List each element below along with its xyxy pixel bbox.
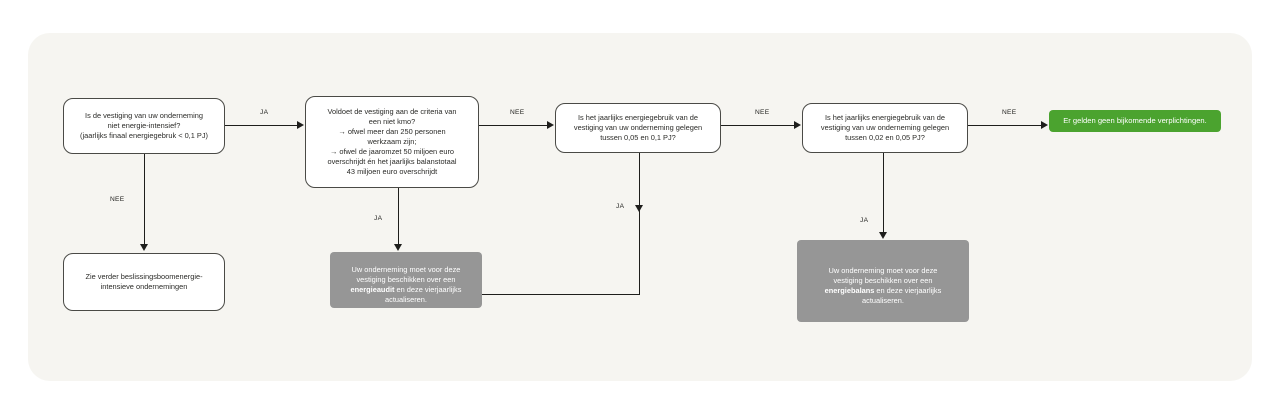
connector-q1-to-q2 (225, 125, 297, 126)
result-node-no-obligations-label: Er gelden geen bijkomende verplichtingen. (1063, 115, 1207, 125)
connector-q1-to-result1 (144, 154, 145, 244)
arrow-q2-to-q3 (547, 121, 554, 129)
arrow-q3-to-q4 (794, 121, 801, 129)
connector-q2-to-q3 (479, 125, 547, 126)
connector-q3-to-q4 (721, 125, 794, 126)
energieaudit-text-2: en deze vierjaarlijks actualiseren. (385, 285, 462, 304)
decision-node-q2-label: Voldoet de vestiging aan de criteria van een niet kmo? → ofwel meer dan 250 personen werkzaam zijn; → ofwel de jaaromzet 50 miljoen euro overschrijdt én het jaarlijks balanstotaal 43 miljoen euro overschrijdt (327, 107, 457, 176)
energiebalans-text-1: Uw onderneming moet voor deze vestiging beschikken over een (828, 266, 938, 285)
energieaudit-text-1: Uw onderneming moet voor deze vestiging beschikken over een (351, 265, 461, 285)
connector-q2-to-energieaudit (398, 188, 399, 244)
arrow-q1-to-q2 (297, 121, 304, 129)
edge-label-q2-yes: JA (374, 215, 383, 222)
connector-q4-to-result-green (968, 125, 1041, 126)
connector-q4-to-energiebalans (883, 153, 884, 232)
arrow-q4-to-energiebalans (879, 232, 887, 239)
edge-label-q1-yes: JA (260, 109, 269, 116)
result-node-energiebalans-label (817, 252, 950, 310)
edge-label-q3-yes: JA (616, 203, 625, 210)
decision-node-q1-label: Is de vestiging van uw onderneming niet energie-intensief? (jaarlijks finaal energiegebruk < 0,1 PJ) (80, 111, 208, 140)
edge-label-q4-yes: JA (860, 217, 869, 224)
result-node-no-obligations (1049, 110, 1221, 132)
result-node-decision-tree-reference-label: Zie verder beslissingsboomenergie- intensieve ondernemingen (85, 272, 203, 291)
arrow-q1-to-result1 (140, 244, 148, 251)
decision-node-q2 (305, 96, 479, 188)
result-node-energiebalans (797, 240, 969, 322)
result-node-decision-tree-reference (63, 253, 225, 311)
connector-q3-down (639, 153, 640, 295)
decision-node-q4-label: Is het jaarlijks energiegebruik van de vestiging van uw onderneming gelegen tussen 0,02 en 0,05 PJ? (820, 113, 950, 142)
energiebalans-text-2: en deze vierjaarlijks actualiseren. (862, 285, 942, 305)
arrow-q3-down (635, 205, 643, 212)
arrow-q2-to-energieaudit (394, 244, 402, 251)
edge-label-q2-no: NEE (510, 109, 525, 116)
arrow-q4-to-result-green (1041, 121, 1048, 129)
edge-label-q4-no: NEE (1002, 109, 1017, 116)
energiebalans-keyword: energiebalans (824, 285, 875, 295)
edge-label-q1-no: NEE (110, 196, 125, 203)
result-node-energieaudit-label (343, 251, 470, 309)
energieaudit-keyword: energieaudit (350, 285, 395, 294)
decision-node-q1 (63, 98, 225, 154)
result-node-energieaudit (330, 252, 482, 308)
connector-q3-to-energieaudit (482, 294, 640, 295)
decision-node-q3 (555, 103, 721, 153)
decision-node-q3-label: Is het jaarlijks energiegebruik van de vestiging van uw onderneming gelegen tussen 0,05 en 0,1 PJ? (573, 113, 703, 142)
decision-node-q4 (802, 103, 968, 153)
edge-label-q3-no: NEE (755, 109, 770, 116)
